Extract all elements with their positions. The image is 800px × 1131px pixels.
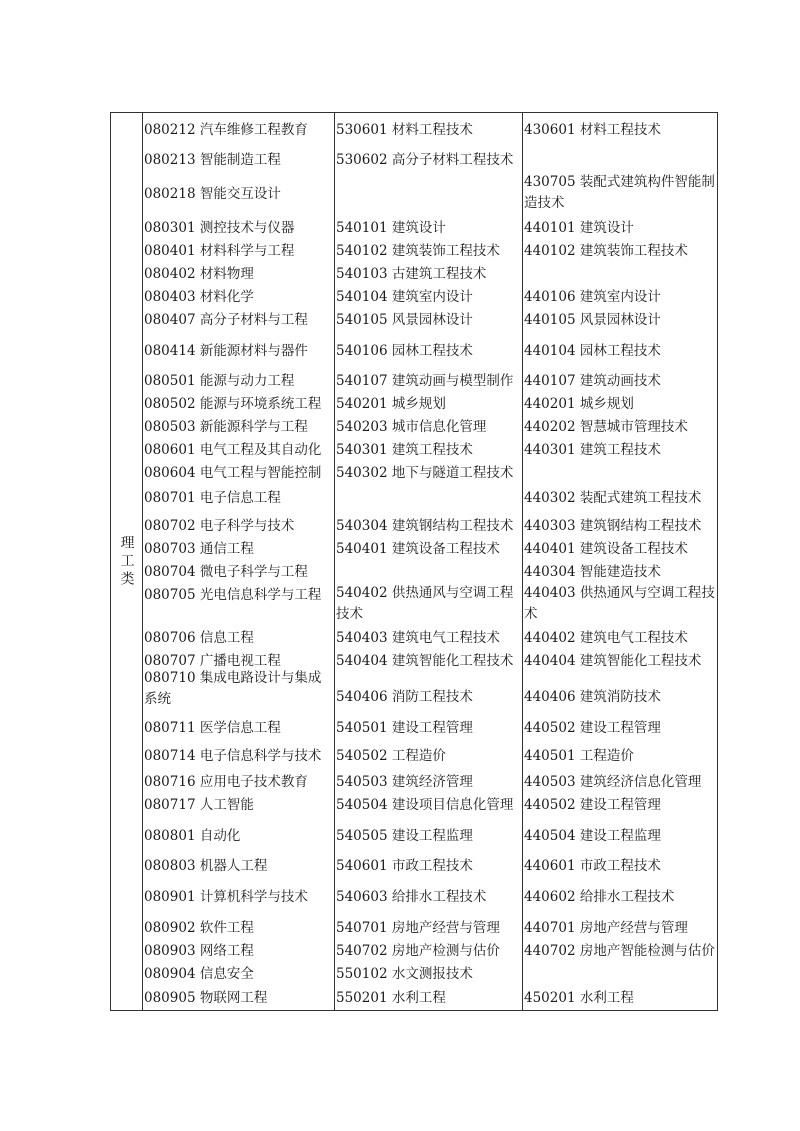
higher-vocational-major-cell: 440502 建设工程管理 [524,797,661,813]
higher-vocational-major-cell: 440303 建筑钢结构工程技术 [524,518,702,534]
undergraduate-major-cell: 080218 智能交互设计 [144,186,281,202]
category-label: 理工类 [118,534,135,589]
undergraduate-major-cell: 080905 物联网工程 [144,990,268,1006]
vocational-major-cell: 540501 建设工程管理 [336,720,473,736]
higher-vocational-major-cell: 440104 园林工程技术 [524,343,661,359]
vocational-major-cell: 540601 市政工程技术 [336,858,473,874]
undergraduate-major-cell: 080604 电气工程与智能控制 [144,465,322,481]
higher-vocational-major-cell: 440301 建筑工程技术 [524,442,661,458]
vocational-major-cell: 540103 古建筑工程技术 [336,266,487,282]
vocational-major-cell: 540402 供热通风与空调工程技术 [336,585,514,622]
vocational-major-cell: 540302 地下与隧道工程技术 [336,465,514,481]
higher-vocational-major-cell: 440403 供热通风与空调工程技术 [524,585,715,622]
higher-vocational-major-cell: 440402 建筑电气工程技术 [524,630,688,646]
vocational-major-cell: 540301 建筑工程技术 [336,442,473,458]
undergraduate-major-cell: 080403 材料化学 [144,289,254,305]
undergraduate-major-cell: 080904 信息安全 [144,966,254,982]
undergraduate-major-cell: 080601 电气工程及其自动化 [144,442,322,458]
higher-vocational-major-cell: 440503 建筑经济信息化管理 [524,774,702,790]
higher-vocational-major-cell: 440701 房地产经营与管理 [524,920,688,936]
higher-vocational-major-cell: 440702 房地产智能检测与估价 [524,943,715,959]
vocational-major-cell: 550201 水利工程 [336,990,446,1006]
undergraduate-major-cell: 080710 集成电路设计与集成系统 [144,670,322,707]
undergraduate-major-cell: 080716 应用电子技术教育 [144,774,308,790]
undergraduate-major-cell: 080901 计算机科学与技术 [144,889,308,905]
undergraduate-major-cell: 080903 网络工程 [144,943,254,959]
higher-vocational-major-cell: 440201 城乡规划 [524,396,634,412]
higher-vocational-major-cell: 440501 工程造价 [524,748,634,764]
higher-vocational-major-cell: 440105 风景园林设计 [524,312,661,328]
undergraduate-major-cell: 080407 高分子材料与工程 [144,312,308,328]
undergraduate-major-cell: 080301 测控技术与仪器 [144,220,295,236]
vocational-major-cell: 530602 高分子材料工程技术 [336,152,514,168]
vocational-major-cell: 540403 建筑电气工程技术 [336,630,500,646]
major-table [110,112,718,1011]
higher-vocational-major-cell: 440102 建筑装饰工程技术 [524,243,688,259]
vocational-major-cell: 540702 房地产检测与估价 [336,943,500,959]
vocational-major-cell: 540504 建设项目信息化管理 [336,797,514,813]
vocational-major-cell: 540502 工程造价 [336,748,446,764]
vocational-major-cell: 530601 材料工程技术 [336,122,473,138]
higher-vocational-major-cell: 440602 给排水工程技术 [524,889,675,905]
vocational-major-column [334,113,522,1010]
higher-vocational-major-cell: 440404 建筑智能化工程技术 [524,653,702,669]
vocational-major-cell: 540104 建筑室内设计 [336,289,473,305]
undergraduate-major-cell: 080711 医学信息工程 [144,720,281,736]
undergraduate-major-cell: 080803 机器人工程 [144,858,268,874]
higher-vocational-major-cell: 440304 智能建造技术 [524,564,661,580]
undergraduate-major-cell: 080502 能源与环境系统工程 [144,396,322,412]
undergraduate-major-cell: 080801 自动化 [144,828,241,844]
undergraduate-major-cell: 080714 电子信息科学与技术 [144,748,322,764]
vocational-major-cell: 540105 风景园林设计 [336,312,473,328]
vocational-major-cell: 540603 给排水工程技术 [336,889,487,905]
undergraduate-major-cell: 080503 新能源科学与工程 [144,419,308,435]
higher-vocational-major-cell: 430705 装配式建筑构件智能制造技术 [524,174,715,211]
undergraduate-major-cell: 080703 通信工程 [144,541,254,557]
vocational-major-cell: 540406 消防工程技术 [336,689,473,705]
higher-vocational-major-cell: 440107 建筑动画技术 [524,373,661,389]
undergraduate-major-cell: 080705 光电信息科学与工程 [144,587,322,603]
undergraduate-major-column [142,113,334,1010]
vocational-major-cell: 540503 建筑经济管理 [336,774,473,790]
undergraduate-major-cell: 080702 电子科学与技术 [144,518,295,534]
vocational-major-cell: 540201 城乡规划 [336,396,446,412]
vocational-major-cell: 540102 建筑装饰工程技术 [336,243,500,259]
vocational-major-cell: 550102 水文测报技术 [336,966,473,982]
higher-vocational-major-cell: 430601 材料工程技术 [524,122,661,138]
higher-vocational-major-cell: 440101 建筑设计 [524,220,634,236]
undergraduate-major-cell: 080402 材料物理 [144,266,254,282]
undergraduate-major-cell: 080706 信息工程 [144,630,254,646]
vocational-major-cell: 540505 建设工程监理 [336,828,473,844]
vocational-major-cell: 540106 园林工程技术 [336,343,473,359]
higher-vocational-major-cell: 440401 建筑设备工程技术 [524,541,688,557]
vocational-major-cell: 540701 房地产经营与管理 [336,920,500,936]
vocational-major-cell: 540107 建筑动画与模型制作 [336,373,514,389]
higher-vocational-major-cell: 440302 装配式建筑工程技术 [524,490,702,506]
undergraduate-major-cell: 080212 汽车维修工程教育 [144,122,308,138]
undergraduate-major-cell: 080501 能源与动力工程 [144,373,295,389]
vocational-major-cell: 540101 建筑设计 [336,220,446,236]
undergraduate-major-cell: 080414 新能源材料与器件 [144,343,308,359]
higher-vocational-major-cell: 440601 市政工程技术 [524,858,661,874]
category-cell [111,113,142,1010]
vocational-major-cell: 540401 建筑设备工程技术 [336,541,500,557]
undergraduate-major-cell: 080213 智能制造工程 [144,152,281,168]
undergraduate-major-cell: 080704 微电子科学与工程 [144,564,308,580]
undergraduate-major-cell: 080717 人工智能 [144,797,254,813]
vocational-major-cell: 540304 建筑钢结构工程技术 [336,518,514,534]
undergraduate-major-cell: 080401 材料科学与工程 [144,243,295,259]
undergraduate-major-cell: 080902 软件工程 [144,920,254,936]
vocational-major-cell: 540203 城市信息化管理 [336,419,487,435]
higher-vocational-major-column [522,113,719,1010]
higher-vocational-major-cell: 440106 建筑室内设计 [524,289,661,305]
higher-vocational-major-cell: 440202 智慧城市管理技术 [524,419,688,435]
higher-vocational-major-cell: 440502 建设工程管理 [524,720,661,736]
vocational-major-cell: 540404 建筑智能化工程技术 [336,653,514,669]
undergraduate-major-cell: 080707 广播电视工程 [144,653,281,669]
higher-vocational-major-cell: 440406 建筑消防技术 [524,689,661,705]
higher-vocational-major-cell: 440504 建设工程监理 [524,828,661,844]
higher-vocational-major-cell: 450201 水利工程 [524,990,634,1006]
undergraduate-major-cell: 080701 电子信息工程 [144,490,281,506]
